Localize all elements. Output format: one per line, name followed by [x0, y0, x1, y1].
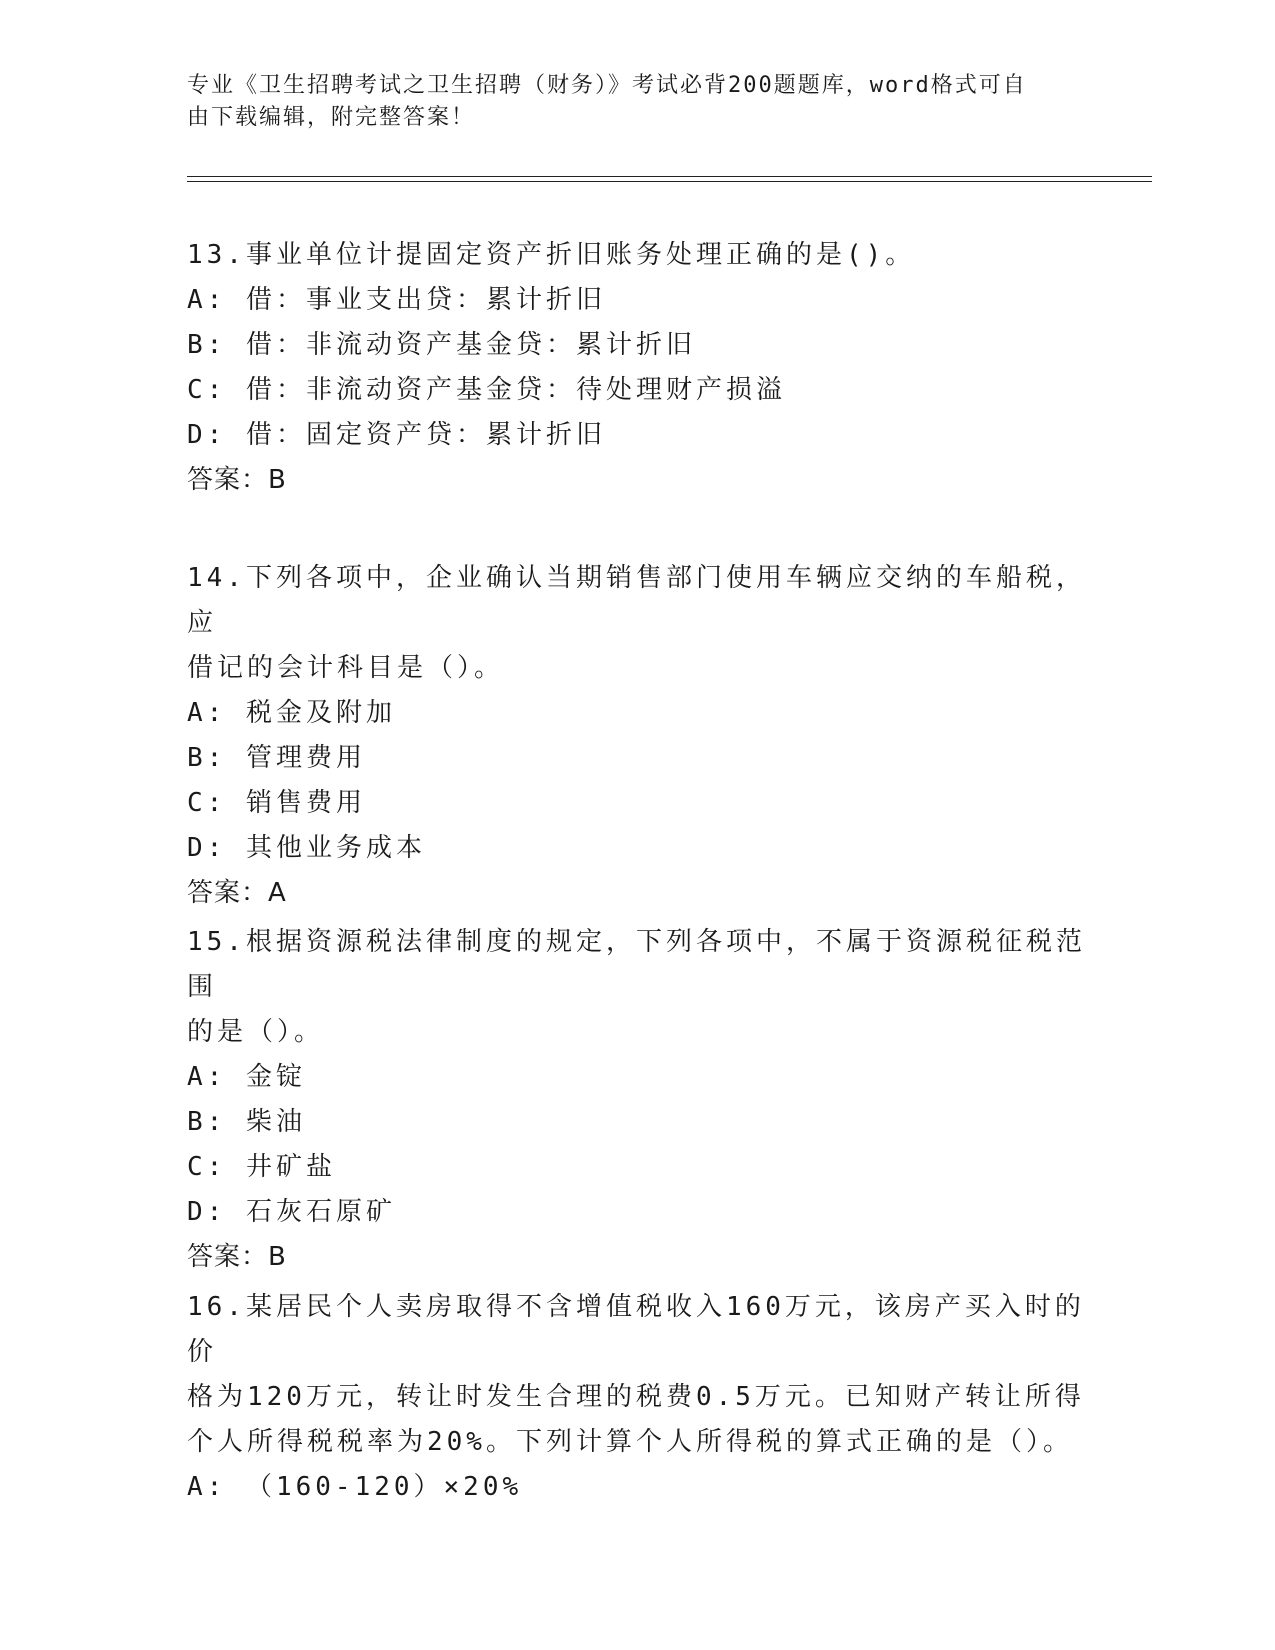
- header-line-1: 专业《卫生招聘考试之卫生招聘（财务）》考试必背200题题库，word格式可自: [187, 73, 1027, 98]
- question-stem-line-1: 14.下列各项中，企业确认当期销售部门使用车辆应交纳的车船税，应: [187, 563, 1086, 638]
- option-c: C: 借：非流动资产基金贷：待处理财产损溢: [187, 375, 786, 405]
- option-d: D: 其他业务成本: [187, 833, 426, 863]
- question-stem-line-2: 借记的会计科目是（）。: [187, 653, 505, 683]
- option-c: C: 井矿盐: [187, 1152, 336, 1182]
- answer-line: 答案：B: [187, 1242, 287, 1272]
- option-c: C: 销售费用: [187, 788, 366, 818]
- header-divider-top: [187, 176, 1152, 177]
- option-a: A: （160-120）×20%: [187, 1472, 523, 1502]
- header-line-2: 由下载编辑，附完整答案！: [187, 105, 476, 130]
- option-a: A: 税金及附加: [187, 698, 396, 728]
- question-stem-line-2: 格为120万元，转让时发生合理的税费0.5万元。已知财产转让所得: [187, 1382, 1085, 1412]
- option-a: A: 借：事业支出贷：累计折旧: [187, 285, 606, 315]
- question-14: [187, 556, 1087, 916]
- document-header: [187, 70, 1067, 134]
- option-d: D: 石灰石原矿: [187, 1197, 396, 1227]
- answer-line: 答案：A: [187, 878, 287, 908]
- question-stem: 13.事业单位计提固定资产折旧账务处理正确的是()。: [187, 240, 916, 270]
- option-a: A: 金锭: [187, 1062, 306, 1092]
- question-stem-line-2: 的是（）。: [187, 1017, 325, 1047]
- question-13: [187, 233, 1087, 503]
- question-16: [187, 1285, 1087, 1510]
- question-stem-line-3: 个人所得税税率为20%。下列计算个人所得税的算式正确的是（）。: [187, 1427, 1073, 1457]
- option-b: B: 借：非流动资产基金贷：累计折旧: [187, 330, 696, 360]
- header-divider-bottom: [187, 181, 1152, 182]
- answer-line: 答案：B: [187, 465, 287, 495]
- option-b: B: 管理费用: [187, 743, 366, 773]
- option-b: B: 柴油: [187, 1107, 306, 1137]
- option-d: D: 借：固定资产贷：累计折旧: [187, 420, 606, 450]
- question-15: [187, 920, 1087, 1280]
- question-stem-line-1: 16.某居民个人卖房取得不含增值税收入160万元，该房产买入时的价: [187, 1292, 1085, 1367]
- question-stem-line-1: 15.根据资源税法律制度的规定，下列各项中，不属于资源税征税范围: [187, 927, 1086, 1002]
